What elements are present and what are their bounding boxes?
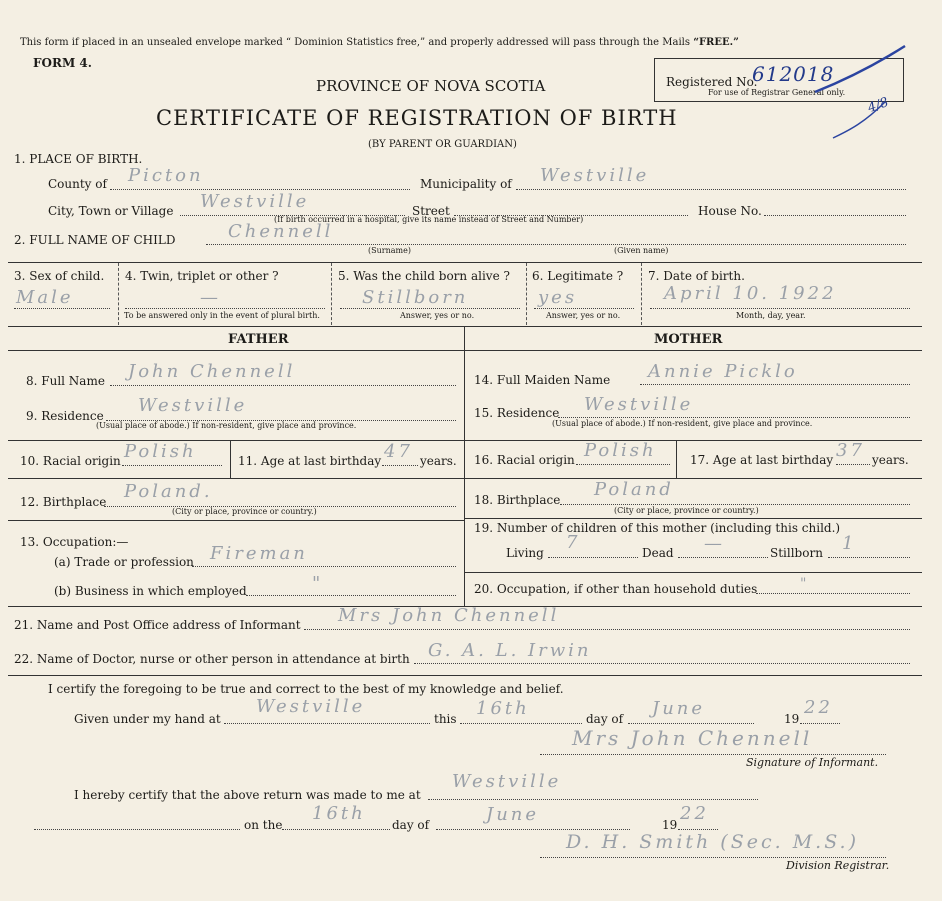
form-number: FORM 4.	[33, 56, 92, 70]
given-day: 16th	[476, 698, 530, 719]
legitimate-value: yes	[538, 287, 578, 308]
mother-residence-note: (Usual place of abode.) If non-resident, give place and province.	[552, 419, 813, 428]
mother-age-label: 17. Age at last birthday	[690, 453, 834, 467]
trade-label: (a) Trade or profession	[54, 555, 194, 569]
municipality-label: Municipality of	[420, 177, 512, 191]
county-value: Picton	[128, 165, 204, 186]
twin-value: —	[200, 287, 221, 308]
children-count-label: 19. Number of children of this mother (including this child.)	[474, 521, 841, 535]
trade-value: Fireman	[210, 543, 308, 564]
twin-label: 4. Twin, triplet or other ?	[125, 269, 279, 283]
registrar-signature-caption: Division Registrar.	[786, 859, 890, 872]
business-label: (b) Business in which employed	[54, 584, 247, 598]
mother-birthplace-value: Poland	[594, 479, 674, 500]
twin-note: To be answered only in the event of plural birth.	[124, 311, 320, 320]
father-age-label: 11. Age at last birthday	[238, 454, 382, 468]
certificate-subtitle: (BY PARENT OR GUARDIAN)	[368, 139, 517, 150]
certify-statement: I certify the foregoing to be true and correct to the best of my knowledge and belief.	[48, 682, 564, 696]
city-label: City, Town or Village	[48, 204, 174, 218]
father-residence-value: Westville	[138, 395, 248, 416]
street-note: (If birth occurred in a hospital, give its name instead of Street and Number)	[274, 215, 584, 224]
county-label: County of	[48, 177, 107, 191]
father-racial-label: 10. Racial origin	[20, 454, 121, 468]
registrar-use-note: For use of Registrar General only.	[708, 88, 846, 97]
mother-birthplace-label: 18. Birthplace	[474, 493, 561, 507]
registered-number: 612018	[752, 62, 835, 86]
return-month: June	[486, 804, 540, 825]
return-year-prefix: 19	[662, 818, 678, 832]
surname-caption: (Surname)	[368, 246, 411, 255]
mail-note-text: This form if placed in an unsealed envelope marked “ Dominion Statistics free,” and properly addressed will pass through the Mails	[20, 37, 694, 48]
given-label: Given under my hand at	[74, 712, 221, 726]
child-name-label: 2. FULL NAME OF CHILD	[14, 233, 176, 247]
date-of-birth-note: Month, day, year.	[736, 311, 806, 320]
father-racial-value: Polish	[124, 441, 197, 462]
father-residence-label: 9. Residence	[26, 409, 104, 423]
father-birthplace-label: 12. Birthplace	[20, 495, 107, 509]
registrar-signature: D. H. Smith (Sec. M.S.)	[566, 831, 859, 853]
born-alive-value: Stillborn	[362, 287, 469, 308]
father-birthplace-value: Poland.	[124, 481, 213, 502]
registrar-pen-stroke	[805, 40, 915, 145]
mother-residence-value: Westville	[584, 394, 694, 415]
given-place: Westville	[256, 696, 366, 717]
informant-signature-caption: Signature of Informant.	[746, 756, 879, 769]
mother-years: years.	[872, 453, 909, 467]
house-number-label: House No.	[698, 204, 762, 218]
born-alive-label: 5. Was the child born alive ?	[338, 269, 510, 283]
mother-name-value: Annie Picklo	[648, 361, 798, 382]
certificate-title: CERTIFICATE OF REGISTRATION OF BIRTH	[156, 106, 678, 130]
sex-value: Male	[16, 287, 74, 308]
given-name-caption: (Given name)	[614, 246, 669, 255]
given-year-prefix: 19	[784, 712, 800, 726]
return-on-the: on the	[244, 818, 283, 832]
living-value: 7	[566, 532, 581, 553]
dead-value: —	[704, 533, 725, 554]
legitimate-note: Answer, yes or no.	[546, 311, 621, 320]
born-alive-note: Answer, yes or no.	[400, 311, 475, 320]
mother-racial-value: Polish	[584, 440, 657, 461]
dead-label: Dead	[642, 546, 674, 560]
stillborn-label: Stillborn	[770, 546, 823, 560]
municipality-value: Westville	[540, 165, 650, 186]
father-residence-note: (Usual place of abode.) If non-resident, give place and province.	[96, 421, 357, 430]
mother-residence-label: 15. Residence	[474, 406, 560, 420]
informant-value: Mrs John Chennell	[338, 605, 560, 626]
street-label: Street	[412, 204, 450, 218]
return-year: 22	[680, 803, 709, 824]
doctor-label: 22. Name of Doctor, nurse or other person in attendance at birth	[14, 652, 410, 666]
mother-name-label: 14. Full Maiden Name	[474, 373, 611, 387]
father-heading: FATHER	[228, 332, 289, 347]
return-day-of: day of	[392, 818, 430, 832]
registered-label: Registered No.	[666, 75, 758, 89]
city-value: Westville	[200, 191, 310, 212]
mother-occupation-label: 20. Occupation, if other than household duties	[474, 582, 758, 596]
return-place: Westville	[452, 771, 562, 792]
return-day: 16th	[312, 803, 366, 824]
given-month: June	[652, 698, 706, 719]
mother-age-value: 37	[836, 440, 865, 461]
return-label: I hereby certify that the above return was made to me at	[74, 788, 421, 802]
given-day-of: day of	[586, 712, 624, 726]
doctor-value: G. A. L. Irwin	[428, 640, 592, 661]
father-name-label: 8. Full Name	[26, 374, 105, 388]
mail-note	[20, 36, 739, 50]
date-of-birth-label: 7. Date of birth.	[648, 269, 745, 283]
mother-heading: MOTHER	[654, 332, 723, 347]
given-this: this	[434, 712, 457, 726]
legitimate-label: 6. Legitimate ?	[532, 269, 624, 283]
informant-signature: Mrs John Chennell	[572, 726, 813, 750]
occupation-label: 13. Occupation:—	[20, 535, 129, 549]
mother-occupation-value: "	[800, 576, 810, 592]
business-value: "	[312, 573, 324, 594]
informant-label: 21. Name and Post Office address of Informant	[14, 618, 301, 632]
living-label: Living	[506, 546, 544, 560]
place-of-birth-section: 1. PLACE OF BIRTH.	[14, 152, 143, 166]
father-years: years.	[420, 454, 457, 468]
mother-birthplace-note: (City or place, province or country.)	[614, 506, 759, 515]
province-heading: PROVINCE OF NOVA SCOTIA	[316, 77, 546, 95]
date-of-birth-value: April 10. 1922	[664, 283, 837, 304]
father-age-value: 47	[384, 441, 413, 462]
sex-label: 3. Sex of child.	[14, 269, 105, 283]
child-surname-value: Chennell	[228, 221, 334, 242]
given-year: 22	[804, 697, 833, 718]
father-birthplace-note: (City or place, province or country.)	[172, 507, 317, 516]
mail-free: “FREE.”	[693, 37, 739, 48]
stillborn-value: 1	[842, 533, 857, 554]
registrar-mark: 4/8	[865, 94, 891, 117]
mother-racial-label: 16. Racial origin	[474, 453, 575, 467]
father-name-value: John Chennell	[128, 361, 296, 382]
